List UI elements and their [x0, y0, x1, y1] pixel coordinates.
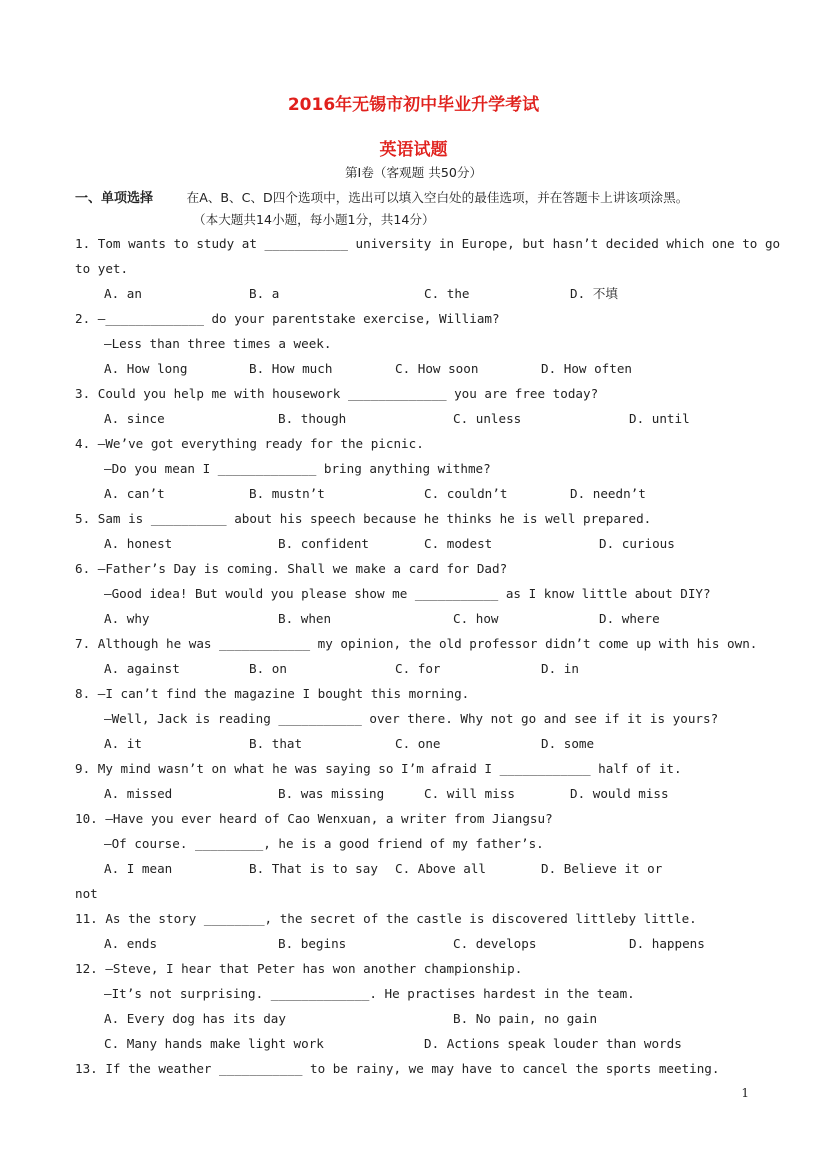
question-4-line-2: —Do you mean I _____________ bring anything withme? — [104, 461, 491, 476]
question-9-option-d: D. would miss — [570, 786, 669, 801]
question-2-option-d: D. How often — [541, 361, 632, 376]
question-1-option-b: B. a — [249, 286, 280, 301]
question-10-option-b: B. That is to say — [249, 861, 378, 876]
question-3-option-c: C. unless — [453, 411, 522, 426]
question-5-option-c: C. modest — [424, 536, 493, 551]
question-1-line-2: to yet. — [75, 261, 129, 276]
question-3-option-b: B. though — [278, 411, 347, 426]
question-6-option-d: D. where — [599, 611, 660, 626]
question-8-option-b: B. that — [249, 736, 303, 751]
question-9-option-a: A. missed — [104, 786, 173, 801]
question-10-line-1: 10. —Have you ever heard of Cao Wenxuan, a writer from Jiangsu? — [75, 811, 553, 826]
question-8-option-d: D. some — [541, 736, 595, 751]
page-number: 1 — [741, 1086, 749, 1100]
question-1-option-c: C. the — [424, 286, 470, 301]
question-4-option-b: B. mustn’t — [249, 486, 325, 501]
question-6-line-1: 6. —Father’s Day is coming. Shall we make a card for Dad? — [75, 561, 508, 576]
question-11-option-d: D. happens — [629, 936, 705, 951]
question-13-line-1: 13. If the weather ___________ to be rainy, we may have to cancel the sports meeting. — [75, 1061, 720, 1076]
question-3-option-d: D. until — [629, 411, 690, 426]
question-6-line-2: —Good idea! But would you please show me ___________ as I know little about DIY? — [104, 586, 711, 601]
question-7-option-b: B. on — [249, 661, 287, 676]
question-10-option-d: D. Believe it or — [541, 861, 663, 876]
question-8-line-1: 8. —I can’t find the magazine I bought this morning. — [75, 686, 470, 701]
question-5-option-b: B. confident — [278, 536, 369, 551]
question-4-line-1: 4. —We’ve got everything ready for the picnic. — [75, 436, 424, 451]
question-1-option-d: D. 不填 — [570, 286, 618, 301]
section-header — [75, 190, 688, 207]
question-2-option-b: B. How much — [249, 361, 333, 376]
question-9-option-c: C. will miss — [424, 786, 515, 801]
question-5-option-a: A. honest — [104, 536, 173, 551]
question-4-option-c: C. couldn’t — [424, 486, 508, 501]
question-3-option-a: A. since — [104, 411, 165, 426]
exam-title: 2016年无锡市初中毕业升学考试 — [287, 95, 540, 115]
question-8-line-2: —Well, Jack is reading ___________ over there. Why not go and see if it is yours? — [104, 711, 719, 726]
question-9-option-b: B. was missing — [278, 786, 385, 801]
question-12-line-2: —It’s not surprising. _____________. He practises hardest in the team. — [104, 986, 635, 1001]
question-7-option-d: D. in — [541, 661, 579, 676]
question-2-line-2: —Less than three times a week. — [104, 336, 332, 351]
question-4-option-a: A. can’t — [104, 486, 165, 501]
question-8-option-a: A. it — [104, 736, 142, 751]
question-11-option-c: C. develops — [453, 936, 537, 951]
question-10-option-c: C. Above all — [395, 861, 486, 876]
question-6-option-c: C. how — [453, 611, 499, 626]
question-3-line-1: 3. Could you help me with housework _____________ you are free today? — [75, 386, 599, 401]
question-10-option-a: A. I mean — [104, 861, 173, 876]
question-10-line-2: —Of course. _________, he is a good friend of my father’s. — [104, 836, 544, 851]
question-12-option-a: A. Every dog has its day — [104, 1011, 286, 1026]
question-5-line-1: 5. Sam is __________ about his speech because he thinks he is well prepared. — [75, 511, 652, 526]
question-6-option-b: B. when — [278, 611, 332, 626]
question-6-option-a: A. why — [104, 611, 150, 626]
exam-subtitle: 英语试题 — [379, 140, 448, 160]
section-label: 一、单项选择 — [75, 191, 154, 206]
question-11-option-b: B. begins — [278, 936, 347, 951]
question-12-option-c: C. Many hands make light work — [104, 1036, 324, 1051]
question-12-option-d: D. Actions speak louder than words — [424, 1036, 682, 1051]
question-12-option-b: B. No pain, no gain — [453, 1011, 598, 1026]
section-note: （本大题共14小题，每小题1分，共14分） — [193, 212, 435, 227]
question-1-line-1: 1. Tom wants to study at ___________ university in Europe, but hasn’t decided which one to go — [75, 236, 781, 251]
part-heading: 第Ⅰ卷（客观题 共50分） — [344, 165, 483, 180]
question-1-option-a: A. an — [104, 286, 142, 301]
question-11-option-a: A. ends — [104, 936, 158, 951]
question-4-option-d: D. needn’t — [570, 486, 646, 501]
question-5-option-d: D. curious — [599, 536, 675, 551]
question-9-line-1: 9. My mind wasn’t on what he was saying so I’m afraid I ____________ half of it. — [75, 761, 682, 776]
question-10-option-tail: not — [75, 886, 98, 901]
question-2-line-1: 2. —_____________ do your parentstake exercise, William? — [75, 311, 500, 326]
question-8-option-c: C. one — [395, 736, 441, 751]
question-7-option-a: A. against — [104, 661, 180, 676]
question-12-line-1: 12. —Steve, I hear that Peter has won another championship. — [75, 961, 523, 976]
section-instruction: 在A、B、C、D四个选项中，选出可以填入空白处的最佳选项，并在答题卡上讲该项涂黑。 — [186, 190, 689, 205]
question-7-option-c: C. for — [395, 661, 441, 676]
question-7-line-1: 7. Although he was ____________ my opinion, the old professor didn’t come up with his own. — [75, 636, 758, 651]
question-2-option-a: A. How long — [104, 361, 188, 376]
question-11-line-1: 11. As the story ________, the secret of the castle is discovered littleby little. — [75, 911, 697, 926]
question-2-option-c: C. How soon — [395, 361, 479, 376]
